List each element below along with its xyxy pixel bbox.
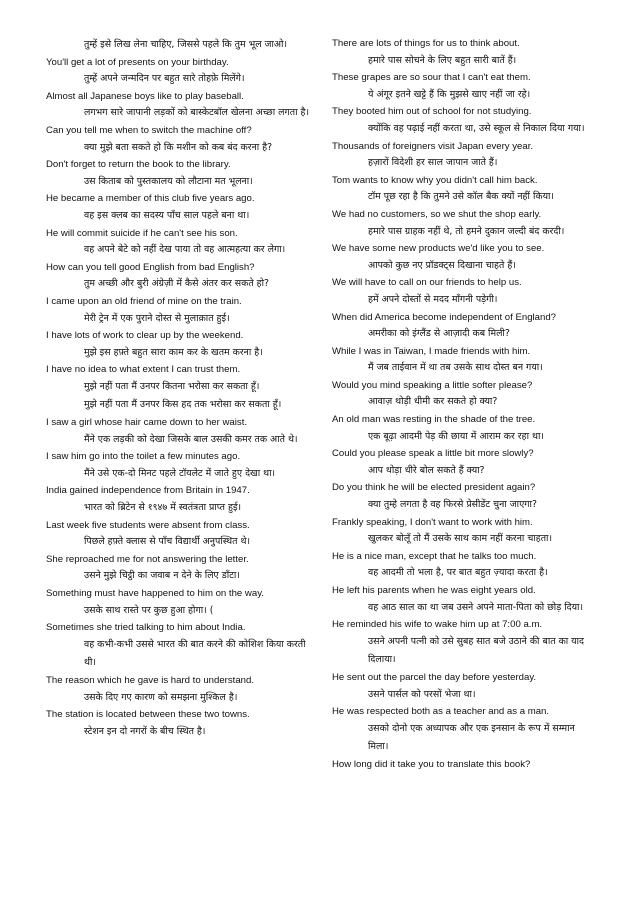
english-sentence: Do you think he will be elected president again? [332,482,536,494]
english-sentence: An old man was resting in the shade of the tree. [332,414,536,426]
sentence-pair [46,123,312,157]
sentence-pair [46,396,312,415]
hindi-translation: हमारे पास सोचने के लिए बहुत सारी बातें हैं। [368,54,517,66]
sentence-pair [332,241,592,275]
sentence-pair [332,515,592,549]
sentence-pair [332,412,592,446]
hindi-translation: उसके दिए गए कारण को समझना मुश्किल है। [84,691,238,703]
sentence-pair [332,104,592,138]
hindi-translation: वह कभी-कभी उससे भारत की बात करने की कोशिश किया करती थी। [84,638,306,669]
english-sentence: Frankly speaking, I don't want to work with him. [332,516,533,528]
sentence-pair [46,89,312,123]
hindi-translation: उसने अपनी पत्नी को उसे सुबह सात बजे उठाने की बात का याद दिलाया। [368,635,585,666]
sentence-pair [46,260,312,294]
hindi-translation: वह इस क्लब का सदस्य पाँच साल पहले बना था। [84,209,250,221]
hindi-translation: उस किताब को पुस्तकालय को लौटाना मत भूलना। [84,175,253,187]
sentence-pair [332,275,592,309]
english-sentence: How long did it take you to translate this book? [332,758,531,770]
sentence-pair [332,378,592,412]
english-sentence: He became a member of this club five years ago. [46,193,255,205]
hindi-translation: तुम अच्छी और बुरी अंग्रेज़ी में कैसे अंतर कर सकते हो? [84,278,270,290]
hindi-translation: ये अंगूर इतने खट्टे हैं कि मुझसे खाए नहीं जा रहे। [368,88,531,100]
sentence-pair [46,415,312,449]
english-sentence: Would you mind speaking a little softer please? [332,379,533,391]
hindi-translation: हमें अपने दोस्तों से मदद माँगनी पड़ेगी। [368,293,498,305]
hindi-translation: तुम्हें अपने जन्मदिन पर बहुत सारे तोहफ़े मिलेंगे। [84,73,245,85]
sentence-pair [46,191,312,225]
sentence-pair [46,55,312,89]
english-sentence: Something must have happened to him on the way. [46,588,264,599]
english-sentence: She reproached me for not answering the letter. [46,553,249,565]
sentence-pair [46,226,312,260]
hindi-translation: मैंने उसे एक-दो मिनट पहले टॉयलेट में जाते हुए देखा था। [84,467,276,479]
english-sentence: Sometimes she tried talking to him about India. [46,622,246,634]
hindi-translation: हमारे पास ग्राहक नहीं थे, तो हमने दुकान जल्दी बंद करदी। [368,225,565,237]
english-sentence: While I was in Taiwan, I made friends with him. [332,345,531,357]
hindi-translation: मुझे इस हफ़्ते बहुत सारा काम कर के खतम करना है। [84,346,263,358]
english-sentence: He was respected both as a teacher and as a man. [332,706,550,718]
english-sentence: Almost all Japanese boys like to play baseball. [46,90,244,102]
english-sentence: The reason which he gave is hard to understand. [46,674,254,686]
english-sentence: Could you please speak a little bit more slowly? [332,448,534,460]
english-sentence: Thousands of foreigners visit Japan every year. [332,140,534,152]
hindi-translation: उसको दोनो एक अध्यापक और एक इनसान के रूप में सम्मान मिला। [368,722,575,753]
hindi-translation: पिछले हफ़्ते क्लास से पाँच विद्यार्थी अनुपस्थित थे। [84,536,251,548]
sentence-pair [332,617,592,670]
hindi-translation: खुलकर बोलूँ तो मैं उसके साथ काम नहीं करना चाहता। [368,533,553,545]
english-sentence: Last week five students were absent from class. [46,519,250,531]
english-sentence: You'll get a lot of presents on your birthday. [46,56,229,68]
hindi-translation: वह आदमी तो भला है, पर बात बहुत ज़्यादा करता है। [368,567,548,579]
english-sentence: I have lots of work to clear up by the weekend. [46,330,244,342]
hindi-translation: उसके साथ रास्ते पर कुछ हुआ होगा। ( [84,604,214,616]
english-sentence: I saw a girl whose hair came down to her waist. [46,417,248,429]
english-sentence: He left his parents when he was eight years old. [332,585,536,596]
sentence-pair [46,586,312,620]
hindi-translation: हज़ारों विदेशी हर साल जापान जाते हैं। [368,157,498,169]
right-column [332,36,592,773]
hindi-translation: मुझे नहीं पता मैं उनपर कितना भरोसा कर सकता हूँ। [84,380,260,392]
sentence-pair [332,70,592,104]
sentence-pair [46,620,312,673]
sentence-pair [46,157,312,191]
english-sentence: We have some new products we'd like you to see. [332,243,545,255]
sentence-pair [46,36,312,55]
sentence-pair [46,673,312,707]
sentence-pair [332,139,592,173]
sentence-pair [332,549,592,583]
hindi-translation: एक बूढ़ा आदमी पेड़ की छाया में आराम कर रहा था। [368,430,544,442]
hindi-translation: क्या तुम्हे लगता है वह फिरसे प्रेसीडेंट चुना जाएगा? [368,499,537,511]
sentence-pair [332,173,592,207]
english-sentence: Can you tell me when to switch the machine off? [46,124,252,136]
sentence-pair [46,328,312,362]
hindi-translation: उसने मुझे चिट्ठी का जवाब न देने के लिए डाँटा। [84,570,240,582]
hindi-translation: उसने पार्सल को परसों भेजा था। [368,688,476,700]
sentence-pair [332,583,592,617]
sentence-pair [332,36,592,70]
sentence-pair [332,670,592,704]
sentence-pair [46,552,312,586]
english-sentence: He reminded his wife to wake him up at 7:00 a.m. [332,619,543,631]
hindi-translation: मुझे नहीं पता मैं उनपर किस हद तक भरोसा कर सकता हूँ। [84,399,282,411]
hindi-translation: स्टेशन इन दो नगरों के बीच स्थित है। [84,725,206,737]
english-sentence: He is a nice man, except that he talks too much. [332,550,537,562]
sentence-pair [46,518,312,552]
hindi-translation: क्योंकि वह पढ़ाई नहीं करता था, उसे स्कूल से निकाल दिया गया। [368,122,585,134]
sentence-pair [46,449,312,483]
sentence-pair [46,483,312,517]
hindi-translation: आवाज़ थोड़ी धीमी कर सकते हो क्या? [368,396,498,408]
english-sentence: We had no customers, so we shut the shop early. [332,208,542,220]
sentence-pair [332,344,592,378]
sentence-pair [46,707,312,741]
sentence-pair [332,207,592,241]
left-column [46,36,312,741]
english-sentence: I saw him go into the toilet a few minutes ago. [46,451,241,463]
hindi-translation: मैं जब ताईवान में था तब उसके साथ दोस्त बन गया। [368,362,543,374]
hindi-translation: तुम्हें इसे लिख लेना चाहिए, जिससे पहले कि तुम भूल जाओ। [84,39,288,50]
hindi-translation: मेरी ट्रेन में एक पुराने दोस्त से मुलाक़ात हुई। [84,312,230,324]
hindi-translation: क्या मुझे बता सकते हो कि मशीन को कब बंद करना है? [84,141,273,153]
english-sentence: I have no idea to what extent I can trust them. [46,364,241,376]
english-sentence: We will have to call on our friends to help us. [332,277,522,289]
hindi-translation: भारत को ब्रिटेन से १९४७ में स्वतंत्रता प्राप्त हुई। [84,502,242,514]
sentence-pair [332,480,592,514]
sentence-pair [332,310,592,344]
hindi-translation: लगभग सारे जापानी लड़कों को बास्केटबॉल खेलना अच्छा लगता है। [84,107,310,119]
hindi-translation: आप थोड़ा धीरे बोल सकते हैं क्या? [368,464,485,476]
english-sentence: I came upon an old friend of mine on the train. [46,295,242,307]
hindi-translation: अमरीका को इंग्लैंड से आज़ादी कब मिली? [368,328,510,340]
hindi-translation: आपको कुछ नए प्रॉडक्ट्स दिखाना चाहते हैं। [368,259,516,271]
english-sentence: Don't forget to return the book to the library. [46,159,231,171]
english-sentence: How can you tell good English from bad English? [46,261,255,273]
english-sentence: He will commit suicide if he can't see his son. [46,227,238,239]
english-sentence: Tom wants to know why you didn't call him back. [332,174,538,186]
hindi-translation: टॉम पूछ रहा है कि तुमने उसे कॉल बैक क्यों नहीं किया। [368,191,554,203]
hindi-translation: वह अपने बेटे को नहीं देख पाया तो वह आत्महत्या कर लेगा। [84,244,286,256]
english-sentence: When did America become independent of England? [332,311,557,323]
sentence-pair [332,446,592,480]
sentence-pair [46,294,312,328]
english-sentence: These grapes are so sour that I can't eat them. [332,72,531,84]
english-sentence: India gained independence from Britain in 1947. [46,485,250,497]
english-sentence: He sent out the parcel the day before yesterday. [332,671,537,683]
sentence-pair [332,704,592,757]
hindi-translation: मैंने एक लड़की को देखा जिसके बाल उसकी कमर तक आते थे। [84,433,298,445]
english-sentence: They booted him out of school for not studying. [332,106,532,118]
english-sentence: The station is located between these two towns. [46,709,250,721]
sentence-pair [46,362,312,396]
hindi-translation: वह आठ साल का था जब उसने अपने माता-पिता को छोड़ दिया। [368,601,584,613]
sentence-pair [332,757,592,773]
english-sentence: There are lots of things for us to think about. [332,38,520,49]
